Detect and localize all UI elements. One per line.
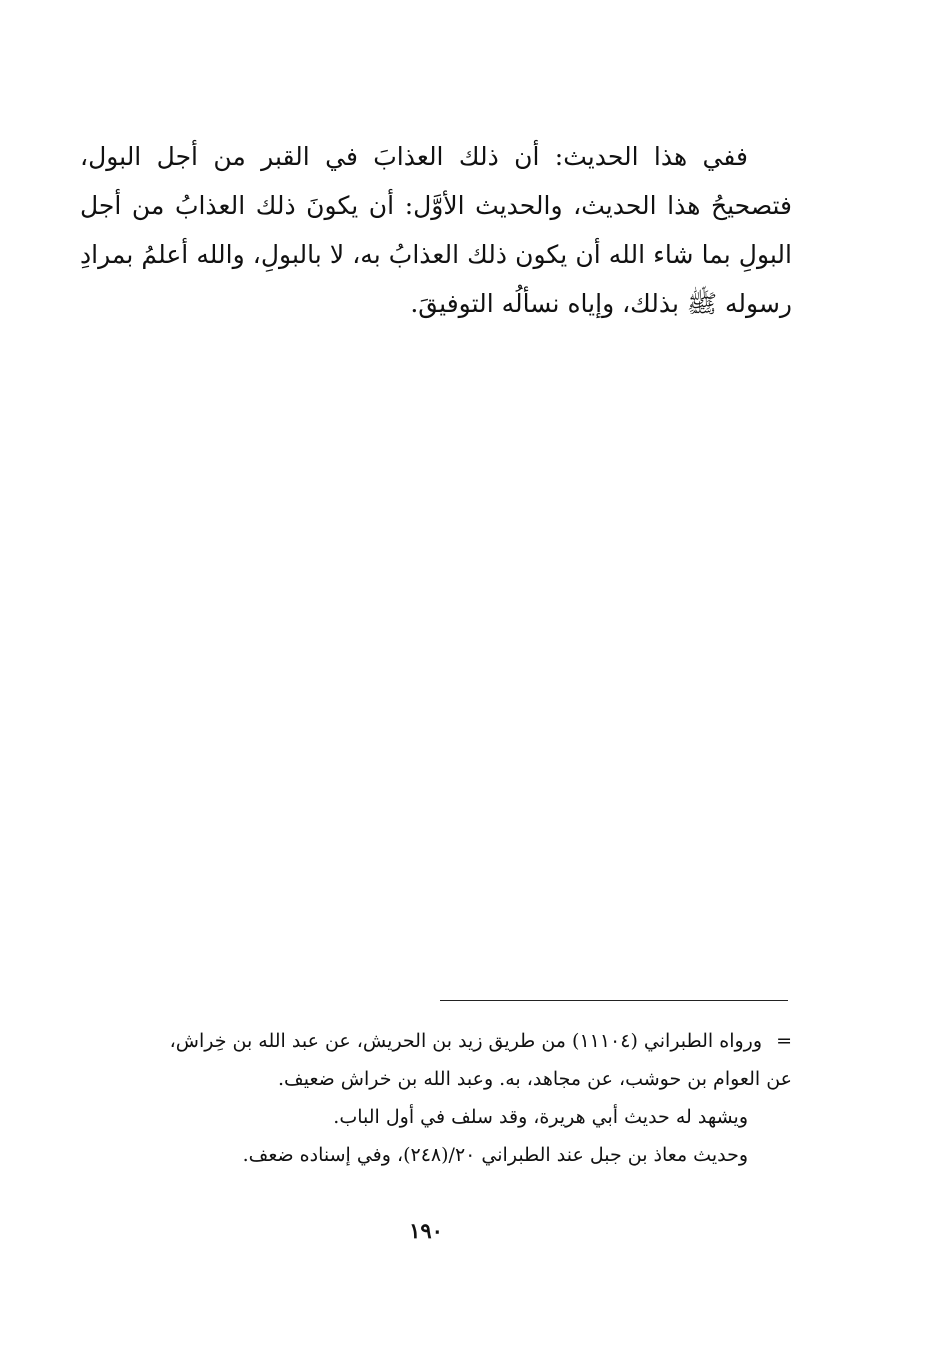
footnote-line-2	[80, 1060, 792, 1098]
footnote-line-3	[80, 1098, 792, 1136]
footnote-text-2: عن العوام بن حوشب، عن مجاهد، به. وعبد الله بن خراش ضعيف.	[278, 1068, 792, 1090]
footnotes-block	[80, 1022, 792, 1174]
main-text-block	[80, 132, 792, 328]
footnote-text-1: ورواه الطبراني (١١١٠٤) من طريق زيد بن الحريش، عن عبد الله بن خِراش،	[169, 1030, 762, 1052]
main-paragraph: ففي هذا الحديث: أن ذلك العذابَ في القبر من أجل البول، فتصحيحُ هذا الحديث، والحديث الأوَّل: أن يكونَ ذلك العذابُ من أجل البولِ بما شاء الله أن يكون ذلك العذابُ به، لا بالبولِ، والله أعلمُ بمرادِ رسوله ﷺ بذلك، وإياه نسألُه التوفيقَ.	[80, 142, 792, 318]
footnote-continuation-marker: =	[776, 1030, 792, 1052]
footnote-text-4: وحديث معاذ بن جبل عند الطبراني ٢٠/(٢٤٨)، وفي إسناده ضعف.	[242, 1144, 748, 1166]
footnote-line-4	[80, 1136, 792, 1174]
footnote-separator	[440, 1000, 788, 1001]
footnote-line-1	[80, 1022, 792, 1060]
page-number: ١٩٠	[409, 1218, 443, 1243]
footnote-text-3: ويشهد له حديث أبي هريرة، وقد سلف في أول الباب.	[333, 1106, 748, 1128]
